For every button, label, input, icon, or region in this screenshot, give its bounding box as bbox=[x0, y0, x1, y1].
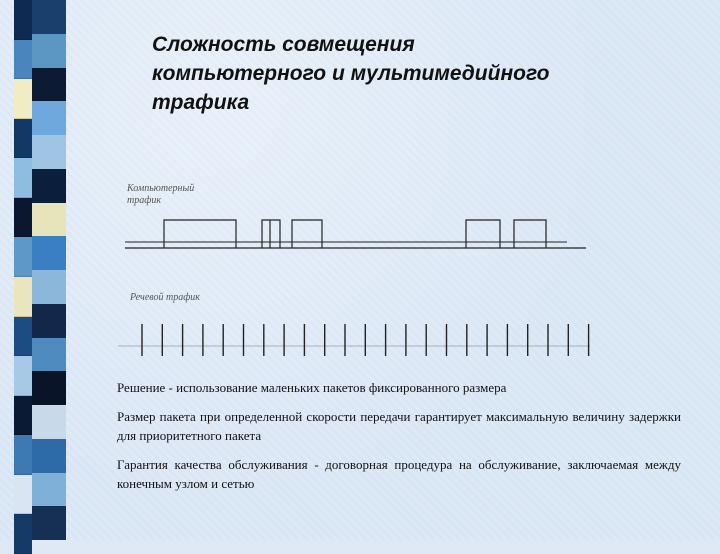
voice-ticks bbox=[142, 324, 589, 356]
computer-packet-3 bbox=[292, 220, 322, 248]
computer-traffic-label-line2: трафик bbox=[127, 195, 161, 206]
computer-traffic-waveform bbox=[125, 220, 586, 248]
voice-traffic-label: Речевой трафик bbox=[130, 292, 200, 303]
paragraph-qos: Гарантия качества обслуживания - договорная процедура на обслуживание, заключаемая между конечным узлом и сетью bbox=[117, 457, 681, 491]
computer-packet-5 bbox=[514, 220, 546, 248]
computer-packet-4 bbox=[466, 220, 500, 248]
paragraph-packet-size: Размер пакета при определенной скорости передачи гарантирует максимальную величину задержки для приоритетного пакета bbox=[117, 409, 681, 443]
computer-packet-2 bbox=[262, 220, 280, 248]
paragraph-solution: Решение - использование маленьких пакетов фиксированного размера bbox=[117, 380, 507, 395]
computer-traffic-label-line1: Компьютерный bbox=[127, 183, 195, 194]
computer-packet-1 bbox=[164, 220, 236, 248]
slide-title: Сложность совмещения компьютерного и мультимедийного трафика bbox=[152, 33, 550, 114]
voice-traffic-waveform bbox=[118, 324, 590, 356]
